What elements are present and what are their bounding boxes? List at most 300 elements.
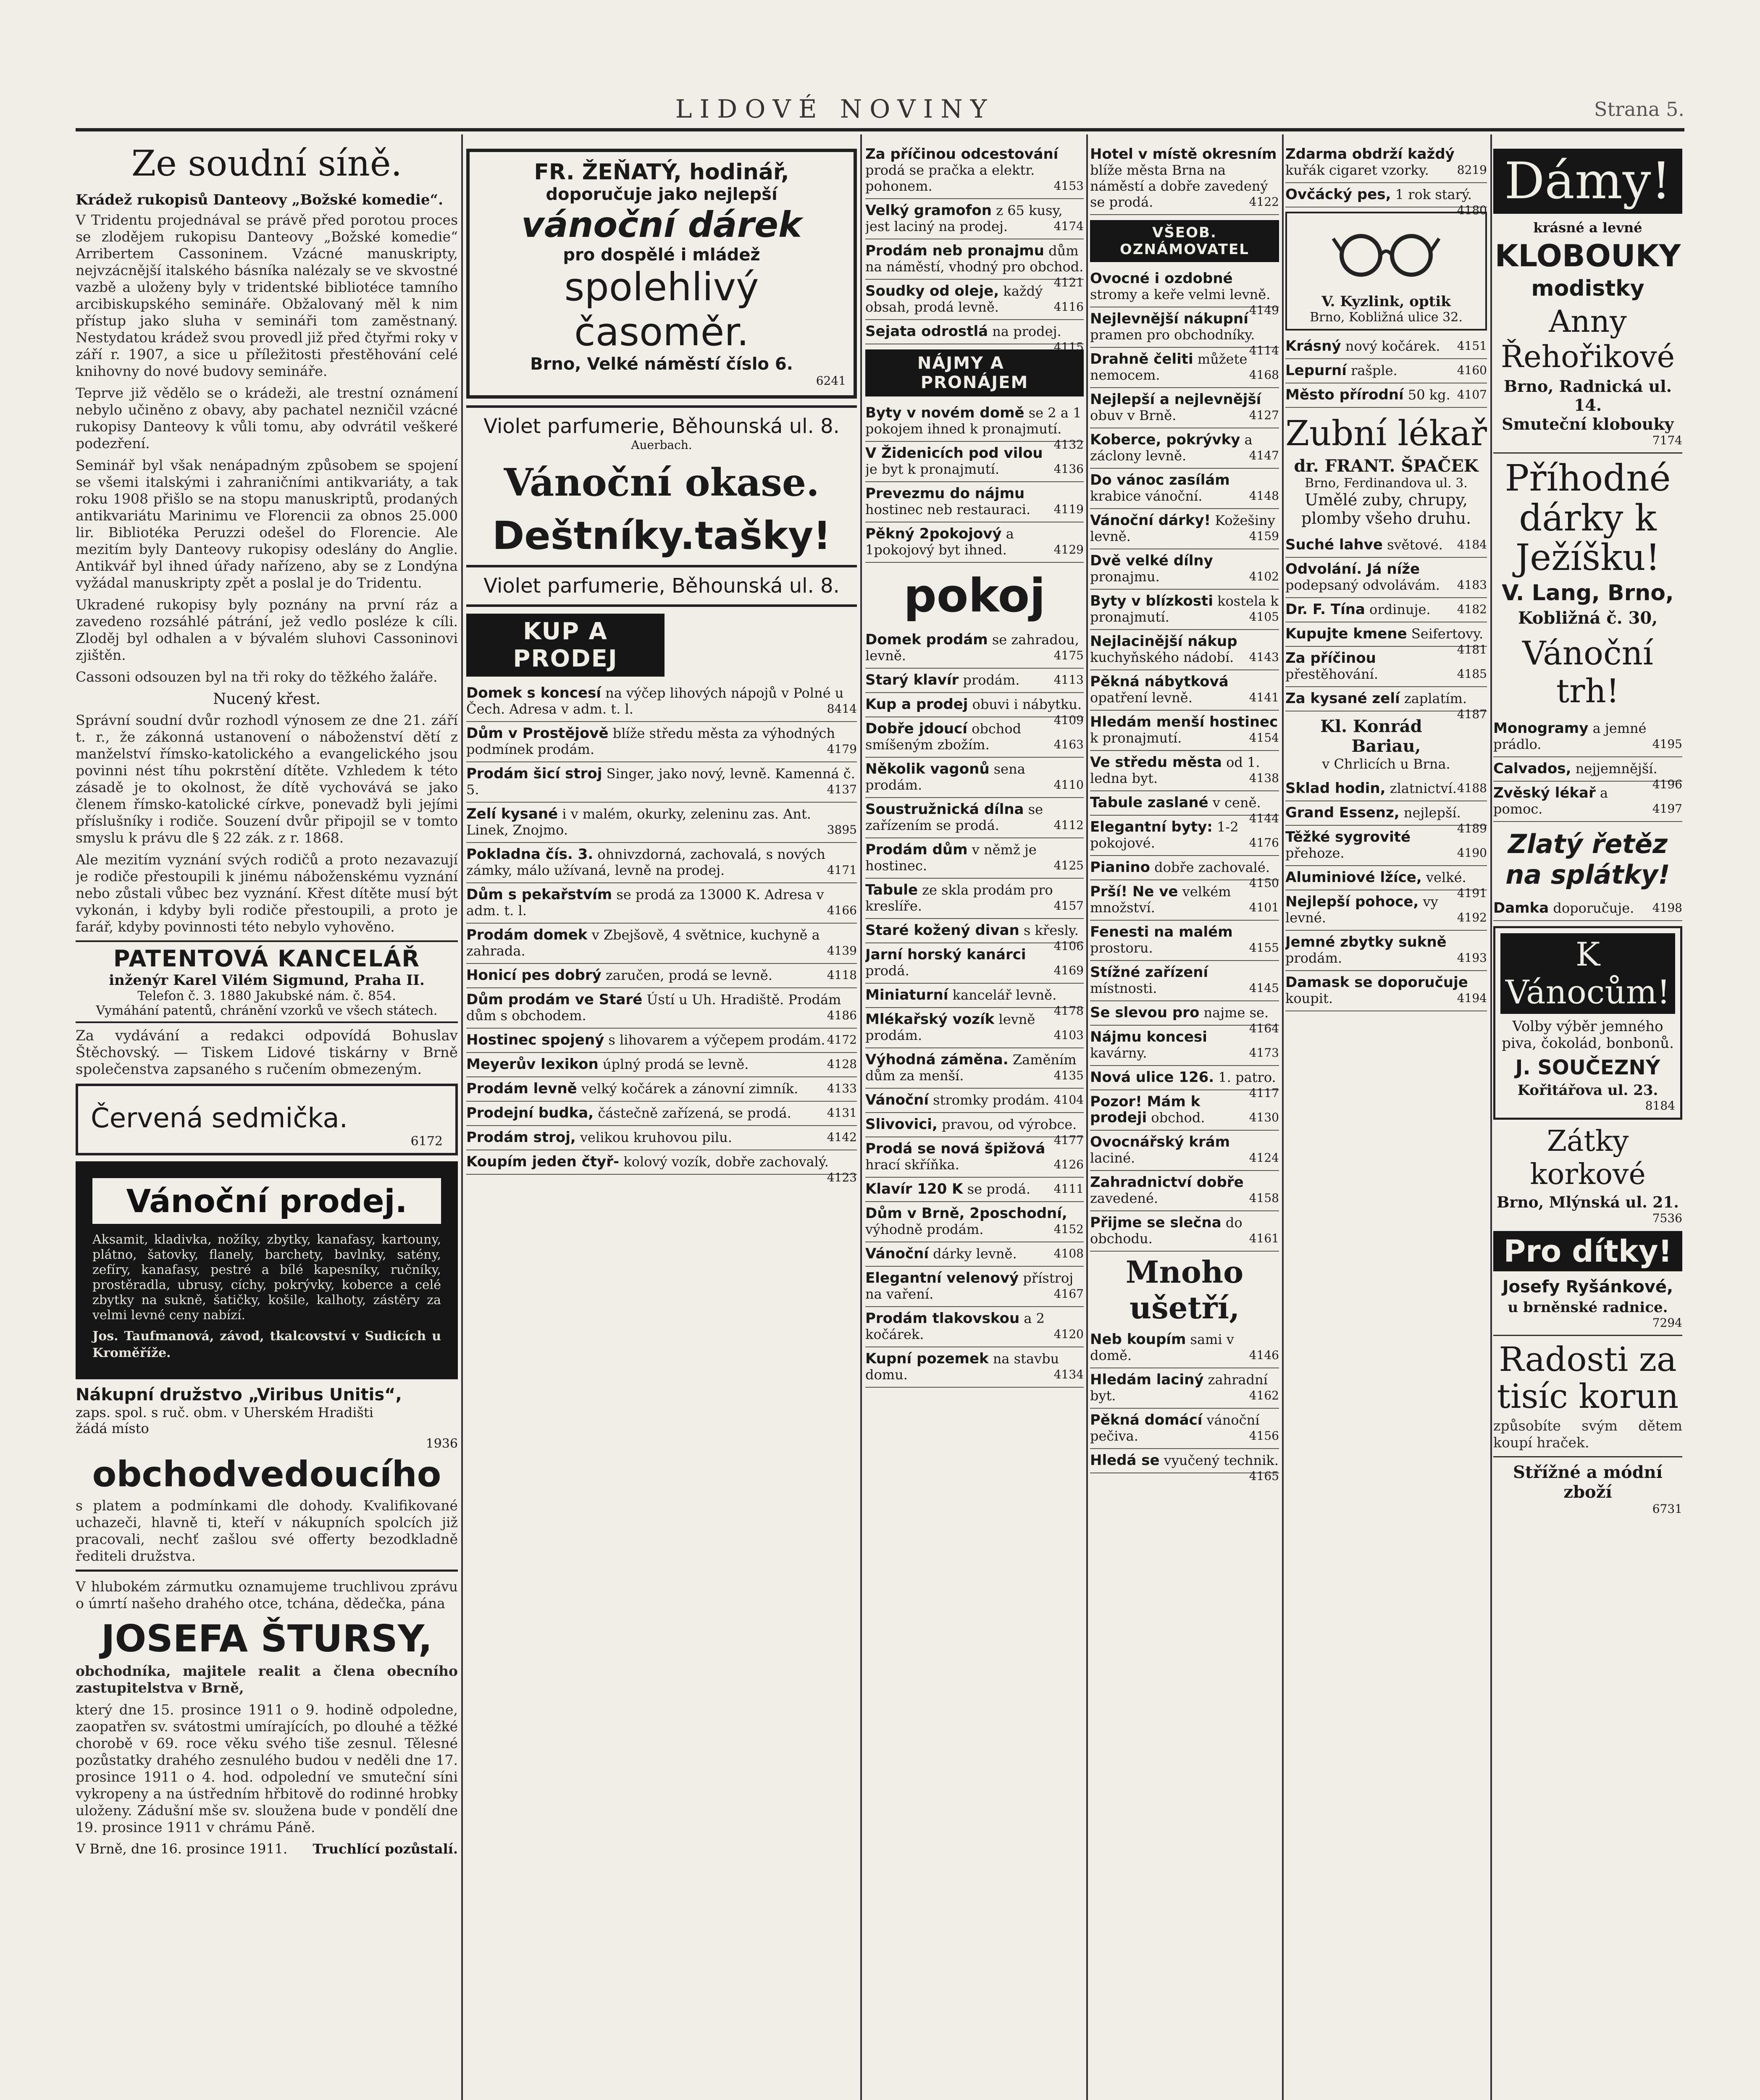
classified-item (1285, 971, 1487, 1011)
classified-key: Krásný (1285, 338, 1341, 354)
spectacles-icon (1291, 222, 1481, 289)
zenaty-address: Brno, Velké náměstí číslo 6. (530, 354, 793, 374)
classified-key: Fenesti na malém (1090, 924, 1233, 940)
ad-number: 4125 (1053, 858, 1084, 872)
classified-item (466, 964, 857, 988)
bariau-ad (1285, 717, 1487, 772)
article-paragraph: Ukradené rukopisy byly poznány na první ráz a zavedeno rozsáhlé pátrání, jež vedlo posléze k cíli. Zloděj byl odhalen a v bývalém sluhovi Cassoninovi zjištěn. (76, 596, 458, 663)
classified-text: rašple. (1351, 362, 1397, 378)
ad-number: 4108 (1053, 1247, 1084, 1260)
classified-item (865, 1137, 1084, 1178)
obituary-signature: Truchlící pozůstalí. (313, 1841, 458, 1857)
classified-key: Pianino (1090, 859, 1150, 876)
classified-item (865, 1178, 1084, 1202)
classified-key: Koberce, pokrývky (1090, 431, 1240, 448)
classified-key: Miniaturní (865, 987, 948, 1003)
violet-ad-2: Violet parfumerie, Běhounská ul. 8. (483, 574, 840, 598)
classified-text: se prodá za 13000 K. Adresa v adm. t. l. (466, 887, 824, 919)
article-headline: Ze soudní síně. (131, 143, 402, 184)
classified-text: podepsaný odvolávám. (1285, 577, 1440, 593)
classified-key: Zahradnictví dobře (1090, 1174, 1244, 1191)
classified-item (1090, 509, 1279, 549)
classified-key: Pěkná domácí (1090, 1412, 1203, 1428)
classified-key: Aluminiové lžíce, (1285, 869, 1422, 886)
ad-number: 4106 (1053, 939, 1084, 953)
ad-number: 4118 (827, 968, 857, 982)
zenaty-for: pro dospělé i mládež (563, 245, 760, 265)
classified-item (1285, 335, 1487, 359)
classified-key: Dobře jdoucí (865, 720, 967, 737)
classified-text: doporučuje. (1553, 900, 1634, 916)
column-rule (461, 134, 463, 2100)
classified-key: Monogramy (1493, 719, 1589, 737)
article-paragraph: Ale mezitím vyznání svých rodičů a proto nezavazují je rodiče přestoupili k jinému náboženskému vyznání nebo zůstali vůbec bez vyznání. Křest dítěte musí být vykonán, i kdyby byli rodiče přestoupili, a proto je farář, kdyby povinnosti této nebylo vyhověno. (76, 851, 458, 935)
classified-text: na stavbu domu. (865, 1351, 1059, 1383)
patent-ad (76, 940, 458, 1023)
divider (1493, 1456, 1682, 1457)
ad-number: 4191 (1457, 886, 1487, 900)
classified-key: Prodám stroj, (466, 1129, 576, 1146)
classified-text: ohnivzdorná, zachovalá, s nových zámky, málo užívaná, levně na prodej. (466, 846, 825, 878)
zenaty-ad (466, 149, 857, 399)
ad-number: 4183 (1457, 578, 1487, 592)
classified-text: na prodej. (992, 323, 1061, 339)
divider (1493, 452, 1682, 454)
classified-text: velké. (1426, 869, 1466, 885)
ad-number: 4167 (1053, 1287, 1084, 1301)
ad-number: 4165 (1249, 1469, 1279, 1483)
ad-number: 7536 (1652, 1211, 1682, 1225)
viribus-text: s platem a podmínkami dle dohody. Kvalifikované uchazeči, hlavně ti, kteří v nákupních spolcích již pracovali, nechť zašlou své offerty bezodkladně řediteli družstva. (76, 1497, 458, 1564)
classified-key: Drahně čeliti (1090, 351, 1193, 368)
ad-number: 4103 (1053, 1028, 1084, 1042)
dentist-ad (1285, 414, 1487, 528)
ad-number: 4192 (1457, 911, 1487, 924)
ad-number: 4147 (1249, 449, 1279, 462)
classified-text: kolový vozík, dobře zachovalý. (623, 1154, 829, 1170)
viribus-position: obchodvedoucího (92, 1454, 441, 1495)
classified-item (1090, 1066, 1279, 1100)
ad-number: 4142 (827, 1130, 857, 1144)
classified-text: levně prodám. (865, 1011, 1035, 1043)
prihodne-heading: Příhodné dárky k Ježíšku! (1505, 457, 1671, 579)
classified-item (1090, 1171, 1279, 1211)
zenaty-line: doporučuje jako nejlepší (546, 185, 778, 204)
classified-key: Hledá se (1090, 1452, 1160, 1469)
ad-number: 4196 (1652, 777, 1682, 791)
classified-text: prodám. (963, 672, 1020, 688)
classified-key: Dvě velké dílny (1090, 552, 1213, 569)
ad-number: 4122 (1249, 195, 1279, 209)
dentist-address: Brno, Ferdinandova ul. 3. (1305, 476, 1468, 491)
ad-number: 4180 (1457, 203, 1487, 217)
classified-key: Domek prodám (865, 631, 988, 648)
classified-text: v němž je hostinec. (865, 842, 1037, 874)
classified-key: Meyerův lexikon (466, 1056, 599, 1073)
masthead (76, 94, 1684, 124)
ad-number: 4186 (827, 1008, 857, 1022)
zenaty-name: FR. ŽEŇATÝ, hodinář, (534, 160, 789, 185)
classified-item (865, 1113, 1084, 1147)
ad-number: 4149 (1249, 303, 1279, 317)
column-rule (860, 134, 862, 2100)
ad-number: 4157 (1053, 899, 1084, 913)
classified-text: s křesly. (1023, 922, 1079, 938)
classified-key: Ovocnářský krám (1090, 1134, 1230, 1150)
classified-item (865, 919, 1084, 953)
classified-item (1090, 590, 1279, 630)
classified-text: ze skla prodám pro kreslíře. (865, 882, 1053, 914)
ad-number: 4159 (1249, 529, 1279, 543)
red-seven-title: Červená sedmička. (91, 1103, 348, 1134)
classified-key: Zelí kysané (466, 806, 558, 822)
ad-number: 4176 (1249, 836, 1279, 850)
ad-number: 4166 (827, 903, 857, 917)
k-vanocum-ad (1493, 926, 1682, 1120)
vanocni-prodej-title: Vánoční prodej. (92, 1178, 441, 1224)
classified-text: pronajmu. (1090, 569, 1160, 585)
classified-item (865, 758, 1084, 798)
classified-key: Pokladna čís. 3. (466, 846, 594, 863)
dentist-name: dr. FRANT. ŠPAČEK (1294, 456, 1479, 476)
classified-text: kavárny. (1090, 1045, 1147, 1061)
classified-text: dům na náměstí, vhodný pro obchod. (865, 243, 1084, 275)
ad-number: 4120 (1053, 1327, 1084, 1341)
ad-number: 4148 (1249, 489, 1279, 503)
patent-title: PATENTOVÁ KANCELÁŘ (113, 945, 420, 972)
classified-key: Slivovici, (865, 1116, 938, 1133)
classified-item (865, 1008, 1084, 1048)
classified-item (1285, 801, 1487, 835)
ad-number: 4173 (1249, 1046, 1279, 1060)
classified-key: Velký gramofon (865, 202, 992, 219)
ad-number: 4188 (1457, 781, 1487, 795)
classified-item (865, 143, 1084, 199)
zenaty-timepiece: spolehlivý časoměr. (564, 265, 759, 354)
classified-text: nejjemnější. (1575, 760, 1658, 777)
classified-key: Se slevou pro (1090, 1004, 1200, 1021)
classified-text: Kožešiny levně. (1090, 512, 1275, 544)
classified-text: zahradní byt. (1090, 1372, 1268, 1404)
classified-text: blíže města Brna na náměstí a dobře zavedený se prodá. (1090, 162, 1268, 210)
column-rule (1282, 134, 1284, 2100)
oznamovatel-banner: VŠEOB. OZNÁMOVATEL (1090, 220, 1279, 262)
classified-item (865, 879, 1084, 919)
article-paragraph: V Tridentu projednával se právě před porotou proces se zlodějem rukopisu Danteovy „Božské komedie“ Arribertem Cassoninem. Vzácné manuskripty, nejvzácnější italského básníka nalézaly se ve skvostné vazbě a uloženy byly v tridentské bibliotéce tamního arcibiskupského semináře. Obžalovaný měl k nim přístup jako sluha v semináři tom zaměstnaný. Nestydatou krádež svou provedl již před čtyřmi roky v září r. 1907, a sice u příležitosti přestěhování celé knihovny do nové budovy semináře. (76, 212, 458, 379)
column-4 (1090, 143, 1279, 1484)
ad-number: 4160 (1457, 363, 1487, 377)
classified-key: Nejlevnější nákupní (1090, 310, 1248, 327)
classified-text: dobře zachovalé. (1154, 859, 1270, 875)
rysankova-address: u brněnské radnice. (1508, 1299, 1668, 1316)
column-rule (1086, 134, 1088, 2100)
classified-item (466, 722, 857, 762)
classified-text: pravou, od výrobce. (942, 1116, 1077, 1132)
classified-key: Město přírodní (1285, 386, 1404, 403)
classified-item (1090, 1368, 1279, 1409)
classified-text: najme se. (1203, 1005, 1269, 1021)
classified-text: prodá. (865, 963, 909, 979)
classified-text: velkém množství. (1090, 884, 1231, 916)
ad-number: 4137 (827, 782, 857, 796)
classified-item (466, 1150, 857, 1184)
ad-number: 4164 (1249, 1021, 1279, 1035)
classified-key: Kupujte kmene (1285, 625, 1407, 642)
ad-number: 4158 (1249, 1191, 1279, 1205)
classified-text: hrací skříňka. (865, 1157, 959, 1173)
ad-number: 4134 (1053, 1368, 1084, 1381)
ad-number: 4171 (827, 863, 857, 877)
classified-text: a 2 kočárek. (865, 1310, 1045, 1342)
rysankova-name: Josefy Ryšánkové, (1502, 1277, 1673, 1297)
classified-key: V Židenicích pod vilou (865, 445, 1043, 462)
ad-number: 8184 (1645, 1098, 1675, 1113)
pokoj-heading: pokoj (904, 569, 1045, 622)
classified-text: vyučený technik. (1164, 1452, 1279, 1468)
classified-text: se prodá. (967, 1181, 1031, 1197)
ad-number: 4124 (1249, 1151, 1279, 1165)
ad-number: 4141 (1249, 690, 1279, 704)
column-6 (1493, 143, 1682, 1516)
classified-text: a pomoc. (1493, 785, 1608, 817)
ad-number: 4112 (1053, 818, 1084, 832)
classified-key: Dům prodám ve Staré (466, 991, 643, 1008)
classified-item (865, 943, 1084, 984)
ad-number: 4114 (1249, 344, 1279, 357)
vanocni-prodej-sign: Jos. Taufmanová, závod, tkalcovství v Sudicích u Kroměříže. (92, 1329, 441, 1360)
ad-number: 4193 (1457, 951, 1487, 965)
column-1 (76, 143, 458, 1857)
classified-item (865, 1267, 1084, 1307)
ad-number: 4132 (1053, 438, 1084, 452)
patent-line: Vymáhání patentů, chránění vzorků ve všech státech. (96, 1003, 438, 1018)
classified-item (865, 628, 1084, 669)
ad-number: 4105 (1249, 610, 1279, 624)
classified-text: a 1pokojový byt ihned. (865, 526, 1014, 558)
column-rule (1490, 134, 1492, 2100)
classified-item (1090, 791, 1279, 825)
classified-item (1285, 598, 1487, 622)
classified-item (1285, 143, 1487, 183)
damy-heading-box (1493, 149, 1682, 214)
classified-item (466, 803, 857, 843)
classified-item (466, 1077, 857, 1102)
classified-key: Starý klavír (865, 672, 959, 688)
classified-text: v Zbejšově, 4 světnice, kuchyně a zahrada. (466, 927, 820, 959)
classified-item (865, 280, 1084, 320)
classified-key: Prodám tlakovskou (865, 1310, 1020, 1327)
classified-text: vánoční pečiva. (1090, 1412, 1260, 1444)
classified-item (865, 717, 1084, 758)
classified-text: od 1. ledna byt. (1090, 754, 1260, 786)
article-lead: Krádež rukopisů Danteovy „Božské komedie“. (76, 192, 443, 208)
classified-text: 1-2 pokojové. (1090, 819, 1239, 851)
classified-key: Calvados, (1493, 760, 1571, 777)
classified-key: Stížné zařízení (1090, 964, 1208, 981)
classified-key: Byty v blízkosti (1090, 593, 1213, 609)
classified-key: Ovocné i ozdobné (1090, 270, 1233, 287)
classified-item (1493, 717, 1682, 757)
k-vanocum-heading-box (1500, 933, 1675, 1014)
classified-key: Pěkný 2pokojový (865, 525, 1002, 542)
ad-number: 4123 (827, 1171, 857, 1184)
divider (466, 405, 857, 408)
ad-number: 4131 (827, 1106, 857, 1120)
destniky-heading: Deštníky.tašky! (492, 513, 831, 558)
classified-item (1285, 931, 1487, 971)
ad-number: 4194 (1457, 991, 1487, 1005)
classified-text: Seifertovy. (1411, 626, 1484, 642)
classified-key: Vánoční dárky! (1090, 512, 1211, 529)
classified-item (1285, 558, 1487, 598)
classified-text: prodá se pračka a elektr. pohonem. (865, 162, 1035, 194)
classified-text: s lihovarem a výčepem prodám. (608, 1032, 825, 1048)
ad-number: 4178 (1053, 1004, 1084, 1018)
classified-key: Lepurní (1285, 362, 1347, 379)
article-subhead: Nucený křest. (213, 690, 320, 708)
classified-key: Tabule (865, 882, 918, 898)
classified-item (466, 883, 857, 924)
classified-key: Hledám laciný (1090, 1371, 1204, 1388)
okase-heading: Vánoční okase. (504, 460, 820, 505)
najmy-banner: NÁJMY A PRONÁJEM (865, 349, 1084, 396)
classified-text: i v malém, okurky, zeleninu zas. Ant. Linek, Znojmo. (466, 806, 811, 838)
patent-line: Telefon č. 3. 1880 Jakubské nám. č. 854. (137, 989, 396, 1003)
ad-number: 4121 (1053, 276, 1084, 289)
viribus-line: žádá místo (76, 1420, 149, 1436)
masthead-page-number: Strana 5. (1594, 98, 1684, 121)
soucezny-address: Kořitářova ul. 23. (1517, 1082, 1658, 1099)
column-2 (466, 143, 857, 1186)
soucezny-name: J. SOUČEZNÝ (1515, 1055, 1660, 1079)
ad-number: 6241 (816, 374, 846, 388)
ad-number: 4127 (1249, 408, 1279, 422)
ad-number: 4116 (1053, 300, 1084, 314)
classified-key: Nájmu koncesi (1090, 1029, 1207, 1045)
classified-text: hostinec neb restauraci. (865, 501, 1031, 517)
classified-key: Ovčácký pes, (1285, 186, 1391, 203)
modistky-heading: modistky (1531, 276, 1644, 301)
classified-text: Zaměním dům za menší. (865, 1052, 1077, 1084)
classified-key: Ve středu města (1090, 754, 1222, 771)
imprint: Za vydávání a redakci odpovídá Bohuslav Štěchovský. — Tiskem Lidové tiskárny v Brně společenstva zapsaného s ručením obmezeným. (76, 1027, 458, 1078)
classified-key: Sejata odrostlá (865, 323, 988, 340)
classified-key: Dr. F. Tína (1285, 601, 1365, 618)
ad-number: 8414 (827, 702, 857, 716)
ad-number: 4113 (1053, 673, 1084, 687)
classified-text: přístroj na vaření. (865, 1270, 1074, 1302)
classified-key: Pozor! Mám k prodeji (1090, 1093, 1200, 1126)
classified-item (466, 988, 857, 1029)
classified-item (865, 442, 1084, 482)
classified-key: Byty v novém domě (865, 404, 1024, 421)
article-paragraph: Seminář byl však nenápadným způsobem se spojení se všemi italskými i zahraničními antikvariáty, a tak roku 1908 přišlo se na stopu manuskriptů, prodaných antikvariátu Marinimu ve Florencii za obnos 25.000 lir. Bibliotéka Peruzzi odešel do Florencie. Ale mezitím byly Danteovy rukopisy odeslány do Anglie. Antikvář byl ihned úřady nařízeno, aby se z Londýna vyžádal manuskripty zpět a poslal je do Tridentu. (76, 457, 458, 591)
ad-number: 4190 (1457, 846, 1487, 860)
damy-heading: Dámy! (1504, 152, 1671, 210)
classified-key: Několik vagonů (865, 761, 990, 777)
bariau-address: v Chrlicích u Brna. (1322, 756, 1450, 772)
classified-text: opatření levně. (1090, 690, 1193, 706)
classified-text: stromy a keře velmi levně. (1090, 286, 1271, 302)
ad-number: 4151 (1457, 339, 1487, 353)
ad-number: 4187 (1457, 707, 1487, 721)
mnoho-heading: Mnoho ušetří, (1125, 1254, 1244, 1326)
zlaty-retez-heading: Zlatý řetěz na splátky! (1505, 828, 1670, 890)
classified-item (1493, 897, 1682, 921)
divider (1493, 1335, 1682, 1336)
k-vanocum-text: Volby výběr jemného piva, čokolád, bonbonů. (1502, 1018, 1674, 1052)
ad-number: 4195 (1652, 737, 1682, 751)
classified-key: Kup a prodej (865, 696, 968, 713)
classified-text: sami v domě. (1090, 1331, 1234, 1363)
classified-text: úplný prodá se levně. (602, 1056, 749, 1072)
zatky-heading: Zátky korkové (1530, 1124, 1646, 1191)
classified-item (1285, 383, 1487, 408)
ad-number: 4181 (1457, 643, 1487, 656)
classified-text: 1. patro. (1218, 1069, 1276, 1085)
ad-number: 4144 (1249, 811, 1279, 825)
ad-number: 4130 (1249, 1110, 1279, 1124)
ad-number: 4153 (1053, 179, 1084, 193)
classified-text: kostela k pronajmutí. (1090, 593, 1279, 625)
classified-item (1285, 359, 1487, 383)
classified-item (1090, 1328, 1279, 1368)
viribus-ad (76, 1385, 458, 1564)
ad-number: 4161 (1249, 1231, 1279, 1245)
classified-item (1285, 777, 1487, 801)
classified-key: Domek s koncesí (466, 685, 601, 701)
ad-number: 4111 (1053, 1182, 1084, 1196)
classified-item (466, 843, 857, 883)
classified-key: Zdarma obdrží každý (1285, 146, 1455, 163)
pro-ditky-heading: Pro dítky! (1503, 1233, 1672, 1269)
classified-text: můžete nemocem. (1090, 351, 1248, 383)
classified-text: obuvi i nábytku. (972, 696, 1082, 712)
ad-number: 4197 (1652, 801, 1682, 816)
ad-number: 4163 (1053, 738, 1084, 751)
classified-item (865, 1048, 1084, 1089)
classified-key: Za příčinou odcestování (865, 146, 1059, 163)
classified-key: Elegantní velenový (865, 1270, 1019, 1286)
ad-number: 4102 (1249, 570, 1279, 583)
classified-key: Dům v Brně, 2poschodní, (865, 1205, 1067, 1222)
ad-number: 4168 (1249, 368, 1279, 382)
classified-text: zaplatím. (1404, 690, 1467, 706)
classified-text: místnosti. (1090, 980, 1157, 996)
ad-number: 6731 (1652, 1502, 1682, 1516)
ad-number: 4146 (1249, 1348, 1279, 1362)
obituary-date: V Brně, dne 16. prosince 1911. (76, 1841, 288, 1857)
classified-text: se 2 a 1 pokojem ihned k pronajmutí. (865, 405, 1082, 437)
lang-name: V. Lang, Brno, (1502, 580, 1674, 606)
ad-number: 4129 (1053, 543, 1084, 556)
classified-key: Prodám neb pronajmu (865, 242, 1044, 259)
dentist-services: Umělé zuby, chrupy, plomby všeho druhu. (1301, 491, 1471, 528)
classified-item (865, 669, 1084, 693)
ad-number: 4143 (1249, 650, 1279, 664)
ad-number: 7294 (1652, 1315, 1682, 1330)
classified-key: Kupní pozemek (865, 1350, 989, 1367)
classified-key: Odvolání. Já níže (1285, 561, 1420, 578)
divider (466, 565, 857, 567)
classified-key: Do vánoc zasílám (1090, 472, 1230, 488)
classified-text: kuchyňského nádobí. (1090, 649, 1234, 665)
ad-number: 4115 (1053, 340, 1084, 354)
classified-text: k pronajmutí. (1090, 730, 1182, 746)
classified-item (1493, 757, 1682, 791)
classified-text: 1 rok starý. (1395, 186, 1472, 202)
classified-item (1090, 630, 1279, 670)
